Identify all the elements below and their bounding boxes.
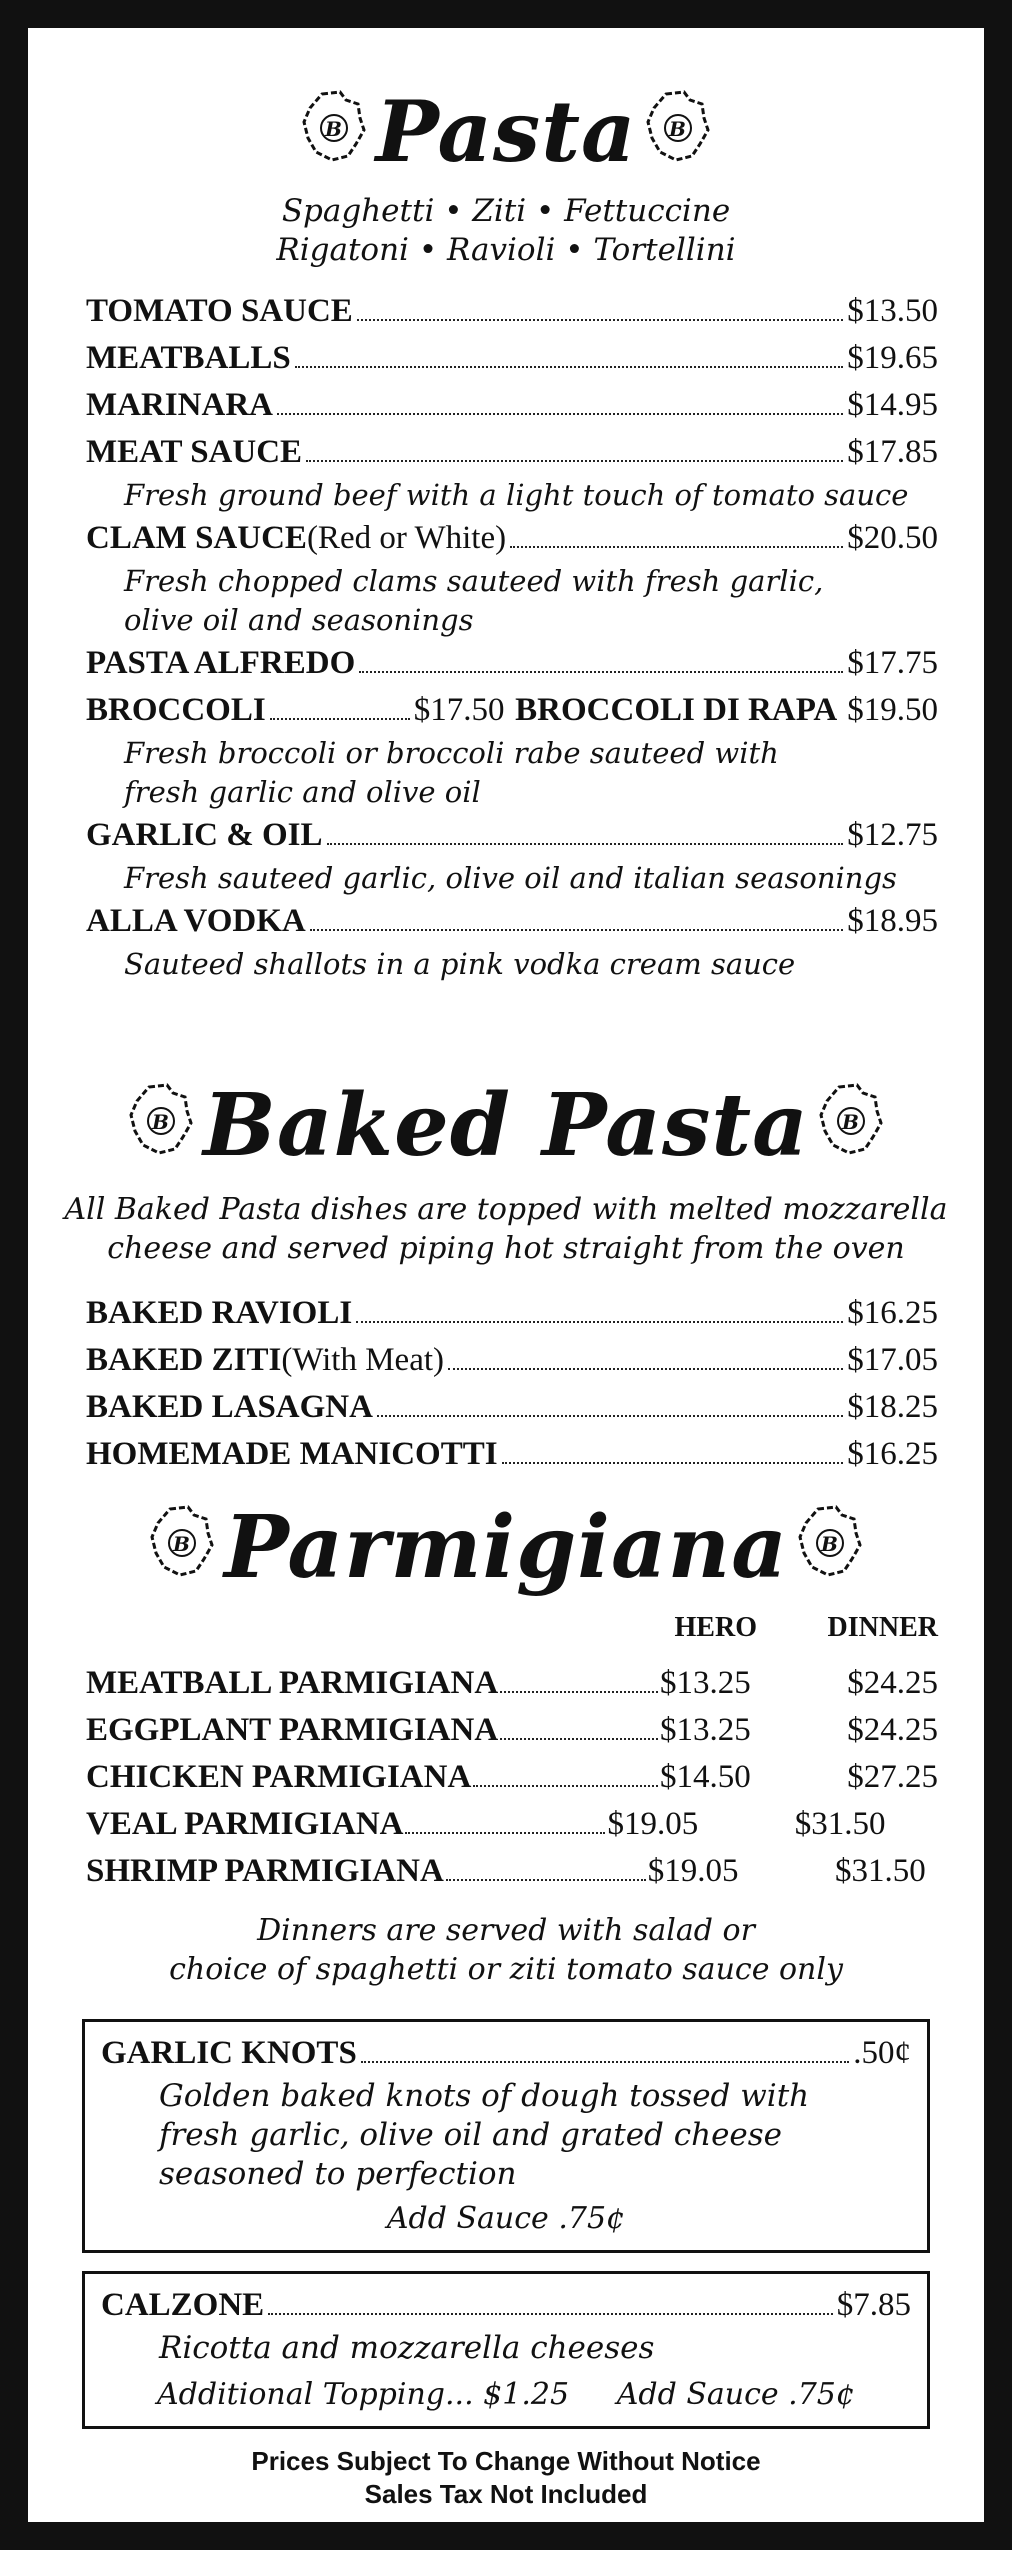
item-name: MEATBALL PARMIGIANA: [86, 1665, 499, 1701]
item-name: BAKED LASAGNA: [86, 1389, 373, 1425]
item-price: $17.50: [413, 692, 505, 728]
dinner-price: $24.25: [847, 1712, 938, 1748]
add-sauce-note: Add Sauce .75¢: [386, 2201, 626, 2236]
pasta-subtitle-1: Spaghetti • Ziti • Fettuccine: [281, 193, 731, 229]
leader-dots: [295, 366, 843, 368]
item-description: fresh garlic and olive oil: [124, 775, 481, 809]
logo-seal-icon: [302, 90, 366, 175]
menu-item: [58, 640, 954, 687]
footer-line-2: Sales Tax Not Included: [364, 2479, 648, 2509]
svg-text:B: B: [173, 1532, 192, 1556]
leader-dots: [268, 2313, 833, 2315]
dinner-column-header: DINNER: [827, 1612, 938, 1643]
dinner-price: $27.25: [847, 1759, 938, 1795]
baked-intro-2: cheese and served piping hot straight from the oven: [107, 1231, 905, 1266]
leader-dots: [356, 1321, 843, 1323]
menu-item: [58, 1754, 954, 1801]
menu-content: [58, 58, 954, 2511]
item-name: CALZONE: [101, 2287, 265, 2323]
menu-item: [58, 1707, 954, 1754]
menu-item: [58, 687, 954, 734]
leader-dots: [306, 460, 843, 462]
item-name: EGGPLANT PARMIGIANA: [86, 1712, 499, 1748]
item-price: $14.95: [847, 387, 938, 423]
leader-dots: [502, 1462, 844, 1464]
menu-item: [58, 429, 954, 476]
item-description: olive oil and seasonings: [124, 603, 474, 637]
leader-dots: [500, 1691, 658, 1693]
menu-item: [58, 1384, 954, 1431]
item-name: MEAT SAUCE: [86, 434, 303, 470]
parmigiana-note-2: choice of spaghetti or ziti tomato sauce only: [169, 1952, 843, 1987]
pasta-list: [58, 288, 954, 984]
leader-dots: [448, 1368, 843, 1370]
dinner-price: $31.50: [835, 1853, 926, 1889]
svg-text:B: B: [669, 116, 688, 141]
calzone-box: [82, 2271, 930, 2429]
item-name: VEAL PARMIGIANA: [86, 1806, 404, 1842]
item-name: PASTA ALFREDO: [86, 645, 356, 681]
menu-item: [58, 1848, 954, 1895]
item-description: Fresh ground beef with a light touch of tomato sauce: [124, 478, 909, 512]
item-name: HOMEMADE MANICOTTI: [86, 1436, 498, 1472]
menu-item: [58, 898, 954, 945]
pasta-heading: [58, 82, 954, 181]
svg-text:B: B: [152, 1110, 171, 1134]
menu-item: [58, 288, 954, 335]
item-description: fresh garlic, olive oil and grated cheese: [159, 2117, 783, 2153]
item-price: $18.25: [847, 1389, 938, 1425]
item-price: $19.50: [847, 692, 938, 728]
garlic-knots-box: [82, 2019, 930, 2253]
item-name: BROCCOLI DI RAPA: [515, 692, 838, 728]
item-price: $17.05: [847, 1342, 938, 1378]
item-name: CLAM SAUCE: [86, 520, 307, 556]
menu-item: [99, 2030, 913, 2077]
dinner-price: $31.50: [794, 1806, 886, 1842]
menu-item: [58, 1431, 954, 1478]
menu-item: [58, 812, 954, 859]
item-price: $12.75: [847, 817, 938, 853]
item-name: MARINARA: [86, 387, 273, 423]
hero-price: $13.25: [660, 1665, 751, 1701]
hero-price: $13.25: [660, 1712, 751, 1748]
svg-text:B: B: [324, 116, 343, 141]
item-name: GARLIC KNOTS: [101, 2035, 357, 2071]
item-name: MEATBALLS: [86, 340, 291, 376]
dinner-price: $24.25: [847, 1665, 938, 1701]
logo-seal-icon: [798, 1505, 862, 1591]
parmigiana-list: [58, 1660, 954, 1895]
item-price: $17.85: [847, 434, 938, 470]
item-description: Golden baked knots of dough tossed with: [159, 2078, 810, 2114]
menu-item: [58, 382, 954, 429]
item-note: (With Meat): [281, 1342, 445, 1378]
item-name: CHICKEN PARMIGIANA: [86, 1759, 472, 1795]
item-description: Fresh sauteed garlic, olive oil and italian seasonings: [124, 861, 897, 895]
leader-dots: [473, 1785, 658, 1787]
menu-item: [99, 2282, 913, 2329]
menu-item: [58, 1290, 954, 1337]
item-price: $13.50: [847, 293, 938, 329]
baked-pasta-title: Baked Pasta: [203, 1075, 809, 1176]
hero-price: $19.05: [607, 1806, 699, 1842]
calzone-extras-note: Additional Topping... $1.25 Add Sauce .75¢: [157, 2377, 855, 2412]
hero-price: $14.50: [660, 1759, 751, 1795]
hero-price: $19.05: [647, 1853, 739, 1889]
pasta-subtitle-2: Rigatoni • Ravioli • Tortellini: [276, 232, 736, 268]
baked-pasta-heading: [58, 1075, 954, 1176]
leader-dots: [510, 546, 843, 548]
leader-dots: [500, 1738, 658, 1740]
item-name: GARLIC & OIL: [86, 817, 323, 853]
item-price: $16.25: [847, 1436, 938, 1472]
item-price: $20.50: [847, 520, 938, 556]
item-name: SHRIMP PARMIGIANA: [86, 1853, 444, 1889]
item-description: Fresh broccoli or broccoli rabe sauteed with: [124, 736, 779, 770]
leader-dots: [270, 718, 410, 720]
item-price: $17.75: [847, 645, 938, 681]
leader-dots: [377, 1415, 843, 1417]
item-name: BROCCOLI: [86, 692, 266, 728]
leader-dots: [277, 413, 843, 415]
baked-list: [58, 1290, 954, 1478]
leader-dots: [361, 2061, 849, 2063]
logo-seal-icon: [150, 1505, 214, 1591]
item-description: seasoned to perfection: [159, 2156, 517, 2192]
item-name: BAKED ZITI: [86, 1342, 282, 1378]
parmigiana-title: Parmigiana: [224, 1497, 788, 1598]
leader-dots: [405, 1832, 605, 1834]
parmigiana-heading: [58, 1497, 954, 1598]
item-price: $16.25: [847, 1295, 938, 1331]
menu-item: [58, 515, 954, 562]
hero-column-header: HERO: [674, 1612, 757, 1643]
svg-text:B: B: [841, 1110, 860, 1134]
item-description: Ricotta and mozzarella cheeses: [159, 2330, 655, 2366]
leader-dots: [357, 319, 843, 321]
leader-dots: [359, 671, 843, 673]
logo-seal-icon: [646, 90, 710, 175]
pasta-title: Pasta: [375, 82, 637, 181]
item-price: $7.85: [836, 2287, 911, 2323]
item-description: Fresh chopped clams sauteed with fresh garlic,: [124, 564, 824, 598]
baked-intro-1: All Baked Pasta dishes are topped with melted mozzarella: [64, 1192, 948, 1227]
menu-item: [58, 1801, 954, 1848]
parmigiana-note-1: Dinners are served with salad or: [257, 1913, 755, 1948]
menu-item: [58, 1660, 954, 1707]
item-name: ALLA VODKA: [86, 903, 306, 939]
svg-text:B: B: [820, 1532, 839, 1556]
leader-dots: [310, 929, 844, 931]
parmigiana-column-headers: [58, 1608, 954, 1648]
menu-item: [58, 1337, 954, 1384]
item-note: (Red or White): [306, 520, 507, 556]
footer: [58, 2445, 954, 2511]
item-name: BAKED RAVIOLI: [86, 1295, 353, 1331]
item-description: Sauteed shallots in a pink vodka cream sauce: [124, 947, 796, 981]
footer-line-1: Prices Subject To Change Without Notice: [251, 2446, 761, 2476]
item-price: $19.65: [847, 340, 938, 376]
leader-dots: [327, 843, 844, 845]
logo-seal-icon: [129, 1083, 193, 1169]
leader-dots: [446, 1879, 646, 1881]
menu-item: [58, 335, 954, 382]
item-price: $18.95: [847, 903, 938, 939]
item-price: .50¢: [853, 2035, 911, 2071]
logo-seal-icon: [819, 1083, 883, 1169]
item-name: TOMATO SAUCE: [86, 293, 353, 329]
